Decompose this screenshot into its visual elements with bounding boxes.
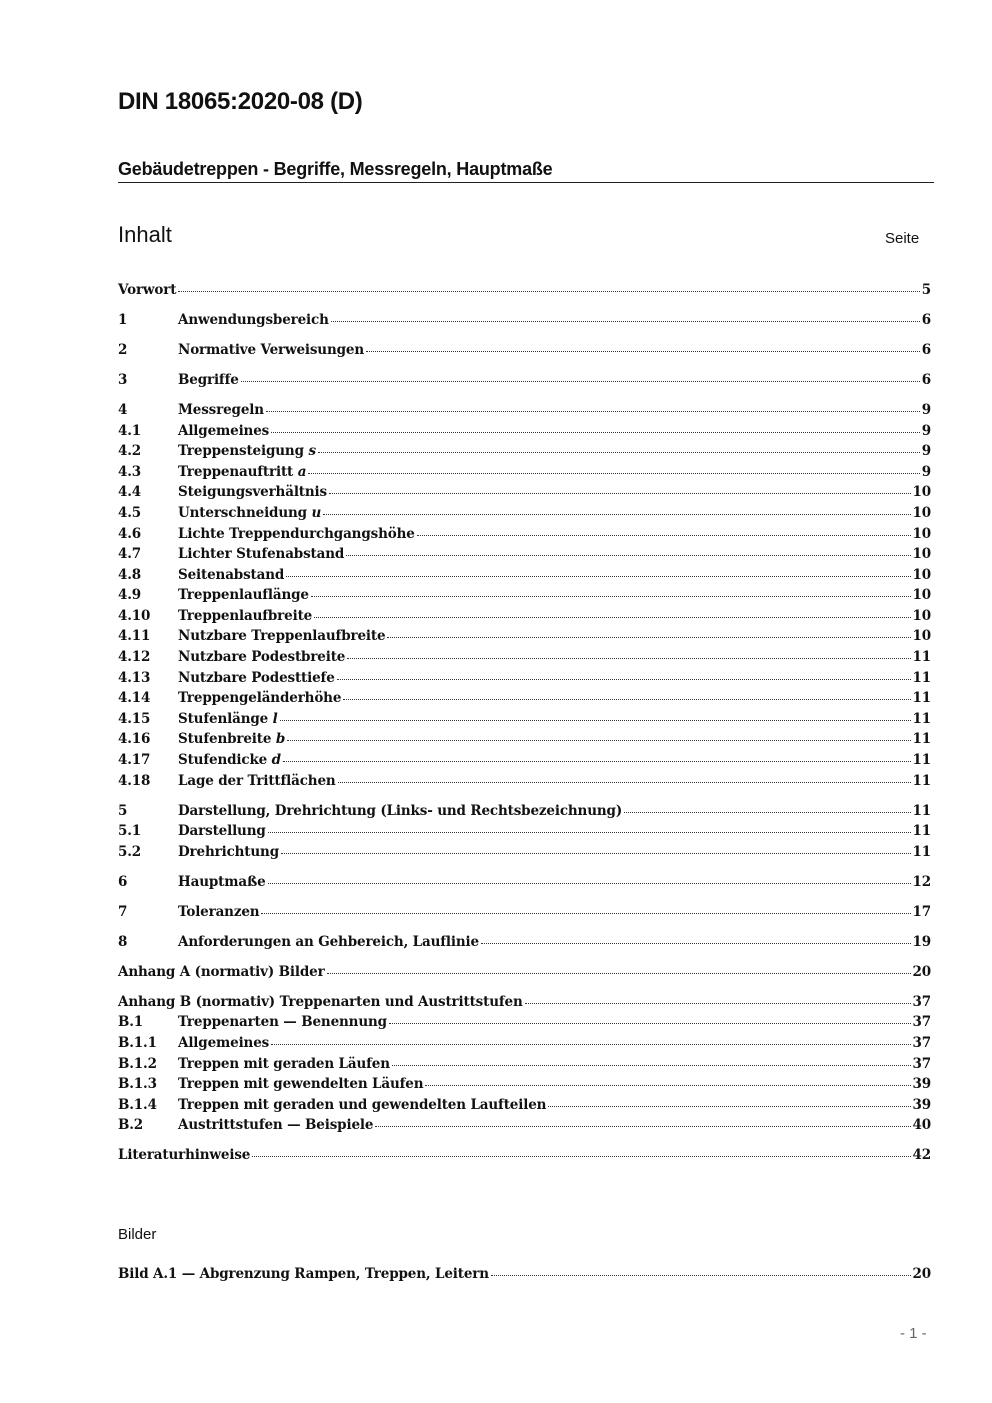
toc-entry-number: 4.9 xyxy=(118,587,142,604)
toc-entry[interactable] xyxy=(118,565,931,586)
toc-page-column-label: Seite xyxy=(885,230,920,247)
toc-entry-page: 37 xyxy=(912,1034,931,1051)
toc-entry[interactable] xyxy=(118,441,931,462)
toc-entry-title: Anforderungen an Gehbereich, Lauflinie xyxy=(178,933,479,950)
toc-entry-title: Lage der Trittflächen xyxy=(178,772,336,789)
toc-entry-page: 12 xyxy=(912,873,931,890)
toc-entry-symbol: u xyxy=(311,504,322,521)
toc-entry-label xyxy=(178,709,278,730)
toc-entry-page: 11 xyxy=(912,823,931,840)
dot-leader xyxy=(271,431,920,433)
dot-leader xyxy=(387,636,910,638)
toc-entry-title: Stufendicke xyxy=(178,752,268,769)
table-of-contents xyxy=(118,280,931,1166)
toc-entry-page: 10 xyxy=(912,504,931,521)
toc-heading: Inhalt xyxy=(118,222,172,247)
toc-entry[interactable] xyxy=(118,400,931,421)
toc-entry[interactable] xyxy=(118,709,931,730)
toc-entry-page: 11 xyxy=(912,690,931,707)
dot-leader xyxy=(366,350,920,352)
toc-entry[interactable] xyxy=(118,340,931,361)
toc-entry-page: 6 xyxy=(921,341,931,358)
toc-entry[interactable] xyxy=(118,962,931,983)
toc-entry-number: 4.13 xyxy=(118,669,151,686)
toc-entry-title: Nutzbare Treppenlaufbreite xyxy=(178,628,386,645)
toc-entry-page: 10 xyxy=(912,628,931,645)
toc-entry[interactable] xyxy=(118,750,931,771)
list-of-figures xyxy=(118,1264,931,1285)
toc-entry-label xyxy=(178,668,335,689)
toc-entry-page: 17 xyxy=(912,903,931,920)
toc-entry[interactable] xyxy=(118,842,931,863)
toc-entry-number: 4.8 xyxy=(118,566,142,583)
dot-leader xyxy=(389,1022,911,1024)
toc-entry-title: Austrittstufen — Beispiele xyxy=(178,1117,374,1134)
toc-entry-label xyxy=(178,821,266,842)
toc-entry-page: 10 xyxy=(912,566,931,583)
toc-entry[interactable] xyxy=(118,524,931,545)
toc-entry-title: Treppensteigung xyxy=(178,443,304,460)
toc-entry-label xyxy=(178,1074,423,1095)
toc-entry-title: Anwendungsbereich xyxy=(178,311,329,328)
toc-entry[interactable] xyxy=(118,801,931,822)
toc-entry-page: 20 xyxy=(912,1266,931,1282)
toc-entry-page: 11 xyxy=(912,772,931,789)
toc-entry-label: Anhang B (normativ) Treppenarten und Austrittstufen xyxy=(118,993,523,1010)
toc-entry-page: 10 xyxy=(912,546,931,563)
toc-entry-page: 10 xyxy=(912,525,931,542)
toc-entry[interactable] xyxy=(118,1054,931,1075)
toc-entry[interactable] xyxy=(118,932,931,953)
toc-entry-title: Begriffe xyxy=(178,371,239,388)
toc-entry-label: Bild A.1 — Abgrenzung Rampen, Treppen, Leitern xyxy=(118,1266,489,1282)
toc-entry-label xyxy=(178,1012,387,1033)
toc-entry[interactable] xyxy=(118,280,931,301)
toc-entry-symbol: a xyxy=(297,463,307,480)
toc-entry-number: B.1.3 xyxy=(118,1076,157,1093)
toc-entry-label xyxy=(178,1115,373,1136)
toc-entry-title: Treppenlauflänge xyxy=(178,587,309,604)
dot-leader xyxy=(241,380,920,382)
toc-entry-number: 4.1 xyxy=(118,422,142,439)
toc-entry-title: Stufenlänge xyxy=(178,710,269,727)
toc-entry-page: 11 xyxy=(912,843,931,860)
toc-entry-number: 4.3 xyxy=(118,463,142,480)
toc-entry-title: Normative Verweisungen xyxy=(178,341,365,358)
toc-entry[interactable] xyxy=(118,821,931,842)
toc-entry-title: Treppenarten — Benennung xyxy=(178,1014,387,1031)
toc-entry[interactable] xyxy=(118,1074,931,1095)
toc-entry-page: 39 xyxy=(912,1096,931,1113)
toc-entry-title: Treppengeländerhöhe xyxy=(178,690,342,707)
toc-entry-title: Treppenauftritt xyxy=(178,463,294,480)
dot-leader xyxy=(331,320,920,322)
toc-entry-page: 9 xyxy=(921,463,931,480)
toc-entry[interactable] xyxy=(118,1095,931,1116)
toc-entry-label xyxy=(178,400,264,421)
toc-entry-title: Treppen mit gewendelten Läufen xyxy=(178,1076,424,1093)
toc-entry-number: 4.5 xyxy=(118,504,142,521)
toc-entry-title: Nutzbare Podesttiefe xyxy=(178,669,335,686)
toc-entry-page: 37 xyxy=(912,1014,931,1031)
dot-leader xyxy=(338,781,911,783)
toc-entry-title: Unterschneidung xyxy=(178,504,307,521)
toc-entry-label: Vorwort xyxy=(118,282,177,298)
toc-entry[interactable] xyxy=(118,729,931,750)
toc-entry-title: Allgemeines xyxy=(178,422,270,439)
toc-entry-page: 11 xyxy=(912,649,931,666)
figures-heading: Bilder xyxy=(118,1226,157,1243)
toc-entry-label xyxy=(178,1054,390,1075)
toc-entry-title: Drehrichtung xyxy=(178,843,280,860)
dot-leader xyxy=(337,678,911,680)
toc-entry-symbol: s xyxy=(308,443,316,460)
toc-entry-number: 6 xyxy=(118,873,128,890)
toc-entry-label xyxy=(178,606,312,627)
toc-entry-page: 37 xyxy=(912,1055,931,1072)
toc-entry[interactable] xyxy=(118,370,931,391)
document-title: Gebäudetreppen - Begriffe, Messregeln, Hauptmaße xyxy=(118,159,934,183)
dot-leader xyxy=(327,972,911,974)
dot-leader xyxy=(252,1155,910,1157)
toc-entry-page: 6 xyxy=(921,311,931,328)
toc-entry-number: 4 xyxy=(118,401,128,418)
toc-entry-label xyxy=(178,585,309,606)
dot-leader xyxy=(392,1064,911,1066)
toc-entry-label xyxy=(178,626,385,647)
toc-entry-label xyxy=(178,729,285,750)
dot-leader xyxy=(283,760,911,762)
toc-entry-number: B.1.4 xyxy=(118,1096,157,1113)
toc-entry-label xyxy=(178,370,239,391)
dot-leader xyxy=(481,942,911,944)
toc-entry-page: 11 xyxy=(912,752,931,769)
toc-entry-title: Toleranzen xyxy=(178,903,260,920)
dot-leader xyxy=(525,1002,911,1004)
dot-leader xyxy=(624,811,910,813)
toc-entry-label xyxy=(178,902,259,923)
toc-entry-page: 10 xyxy=(912,607,931,624)
toc-entry-label: Anhang A (normativ) Bilder xyxy=(118,963,325,980)
toc-entry-page: 39 xyxy=(912,1076,931,1093)
dot-leader xyxy=(314,616,910,618)
toc-entry[interactable] xyxy=(118,585,931,606)
toc-entry[interactable] xyxy=(118,1115,931,1136)
toc-entry-label xyxy=(178,1033,269,1054)
toc-entry-label xyxy=(178,932,479,953)
toc-entry-number: 4.6 xyxy=(118,525,142,542)
toc-entry-title: Darstellung, Drehrichtung (Links- und Rechtsbezeichnung) xyxy=(178,802,623,819)
toc-entry[interactable] xyxy=(118,606,931,627)
toc-entry-label xyxy=(178,524,415,545)
toc-entry-page: 11 xyxy=(912,710,931,727)
toc-entry-title: Steigungsverhältnis xyxy=(178,484,327,501)
toc-entry-label xyxy=(178,503,321,524)
toc-entry-number: B.2 xyxy=(118,1117,144,1134)
toc-entry-title: Messregeln xyxy=(178,401,264,418)
toc-entry-title: Lichter Stufenabstand xyxy=(178,546,345,563)
toc-entry-title: Treppen mit geraden und gewendelten Laufteilen xyxy=(178,1096,547,1113)
toc-entry-page: 37 xyxy=(912,993,931,1010)
dot-leader xyxy=(268,882,911,884)
dot-leader xyxy=(343,698,910,700)
document-id: DIN 18065:2020-08 (D) xyxy=(118,88,363,115)
toc-entry[interactable] xyxy=(118,771,931,792)
toc-entry-label xyxy=(178,482,327,503)
dot-leader xyxy=(347,657,910,659)
dot-leader xyxy=(178,290,919,292)
toc-entry-label xyxy=(178,688,341,709)
dot-leader xyxy=(280,719,911,721)
toc-entry-number: 2 xyxy=(118,341,128,358)
toc-entry[interactable] xyxy=(118,503,931,524)
dot-leader xyxy=(286,575,910,577)
toc-entry-title: Treppen mit geraden Läufen xyxy=(178,1055,390,1072)
dot-leader xyxy=(323,513,910,515)
toc-entry-number: B.1.2 xyxy=(118,1055,157,1072)
dot-leader xyxy=(281,852,910,854)
toc-entry-page: 19 xyxy=(912,933,931,950)
toc-entry-label xyxy=(178,310,329,331)
toc-entry-label xyxy=(178,647,345,668)
dot-leader xyxy=(287,739,910,741)
toc-entry-page: 6 xyxy=(921,371,931,388)
dot-leader xyxy=(268,831,911,833)
toc-entry-title: Lichte Treppendurchgangshöhe xyxy=(178,525,415,542)
page-number: - 1 - xyxy=(900,1325,927,1342)
toc-entry-number: 3 xyxy=(118,371,128,388)
dot-leader xyxy=(329,492,911,494)
toc-entry[interactable] xyxy=(118,544,931,565)
toc-entry[interactable] xyxy=(118,992,931,1013)
toc-entry-number: 4.7 xyxy=(118,546,142,563)
toc-entry-symbol: b xyxy=(275,731,286,748)
toc-entry-label xyxy=(178,1095,546,1116)
toc-entry-number: 1 xyxy=(118,311,128,328)
toc-entry-label xyxy=(178,441,316,462)
toc-entry[interactable] xyxy=(118,421,931,442)
toc-entry-symbol: d xyxy=(271,752,281,769)
toc-entry-label xyxy=(178,842,279,863)
dot-leader xyxy=(417,534,911,536)
toc-entry-label xyxy=(178,462,306,483)
toc-entry-label xyxy=(178,340,364,361)
toc-entry-page: 10 xyxy=(912,587,931,604)
toc-entry[interactable] xyxy=(118,462,931,483)
dot-leader xyxy=(375,1125,910,1127)
toc-entry-label xyxy=(178,544,344,565)
toc-entry-page: 9 xyxy=(921,401,931,418)
dot-leader xyxy=(308,472,919,474)
toc-entry[interactable] xyxy=(118,482,931,503)
toc-entry-number: B.1.1 xyxy=(118,1034,157,1051)
toc-entry[interactable] xyxy=(118,872,931,893)
dot-leader xyxy=(548,1105,910,1107)
toc-entry-title: Nutzbare Podestbreite xyxy=(178,649,346,666)
toc-entry-number: 4.10 xyxy=(118,607,151,624)
dot-leader xyxy=(425,1084,910,1086)
toc-entry-title: Seitenabstand xyxy=(178,566,285,583)
toc-entry-number: 5.2 xyxy=(118,843,142,860)
toc-entry-number: 4.12 xyxy=(118,649,151,666)
toc-entry[interactable] xyxy=(118,1264,931,1285)
toc-entry-page: 10 xyxy=(912,484,931,501)
toc-entry-number: 4.14 xyxy=(118,690,151,707)
toc-entry-number: 4.16 xyxy=(118,731,151,748)
toc-entry[interactable] xyxy=(118,310,931,331)
toc-entry-symbol: l xyxy=(272,710,278,727)
toc-entry[interactable] xyxy=(118,626,931,647)
dot-leader xyxy=(491,1274,911,1276)
toc-entry-title: Hauptmaße xyxy=(178,873,266,890)
toc-entry-page: 9 xyxy=(921,422,931,439)
toc-entry-number: 4.15 xyxy=(118,710,151,727)
toc-entry-number: B.1 xyxy=(118,1014,144,1031)
toc-entry-label xyxy=(178,771,336,792)
toc-entry[interactable] xyxy=(118,1145,931,1166)
toc-entry-page: 9 xyxy=(921,443,931,460)
toc-entry[interactable] xyxy=(118,668,931,689)
toc-entry-number: 4.4 xyxy=(118,484,142,501)
toc-entry[interactable] xyxy=(118,902,931,923)
toc-entry-page: 11 xyxy=(912,669,931,686)
toc-entry-label: Literaturhinweise xyxy=(118,1147,251,1164)
toc-entry-number: 8 xyxy=(118,933,128,950)
toc-entry[interactable] xyxy=(118,688,931,709)
toc-entry-number: 4.18 xyxy=(118,772,151,789)
toc-entry[interactable] xyxy=(118,647,931,668)
toc-entry-page: 20 xyxy=(912,963,931,980)
toc-entry-page: 11 xyxy=(912,731,931,748)
toc-entry-page: 5 xyxy=(921,282,931,298)
toc-entry-label xyxy=(178,872,266,893)
toc-entry-page: 40 xyxy=(912,1117,931,1134)
toc-entry-page: 11 xyxy=(912,802,931,819)
toc-entry-number: 4.11 xyxy=(118,628,151,645)
toc-entry-label xyxy=(178,565,284,586)
toc-entry[interactable] xyxy=(118,1012,931,1033)
toc-entry-number: 5.1 xyxy=(118,823,142,840)
dot-leader xyxy=(318,451,920,453)
dot-leader xyxy=(266,410,920,412)
toc-entry-number: 4.17 xyxy=(118,752,151,769)
toc-entry-label xyxy=(178,750,281,771)
toc-entry-number: 4.2 xyxy=(118,443,142,460)
toc-entry-label xyxy=(178,801,622,822)
toc-entry-title: Allgemeines xyxy=(178,1034,270,1051)
toc-entry-number: 7 xyxy=(118,903,128,920)
toc-entry-page: 42 xyxy=(912,1147,931,1164)
toc-entry-title: Darstellung xyxy=(178,823,266,840)
toc-entry-number: 5 xyxy=(118,802,128,819)
dot-leader xyxy=(346,554,910,556)
dot-leader xyxy=(311,595,911,597)
toc-entry[interactable] xyxy=(118,1033,931,1054)
toc-entry-title: Treppenlaufbreite xyxy=(178,607,313,624)
dot-leader xyxy=(271,1043,910,1045)
toc-entry-title: Stufenbreite xyxy=(178,731,272,748)
dot-leader xyxy=(261,912,910,914)
toc-entry-label xyxy=(178,421,269,442)
